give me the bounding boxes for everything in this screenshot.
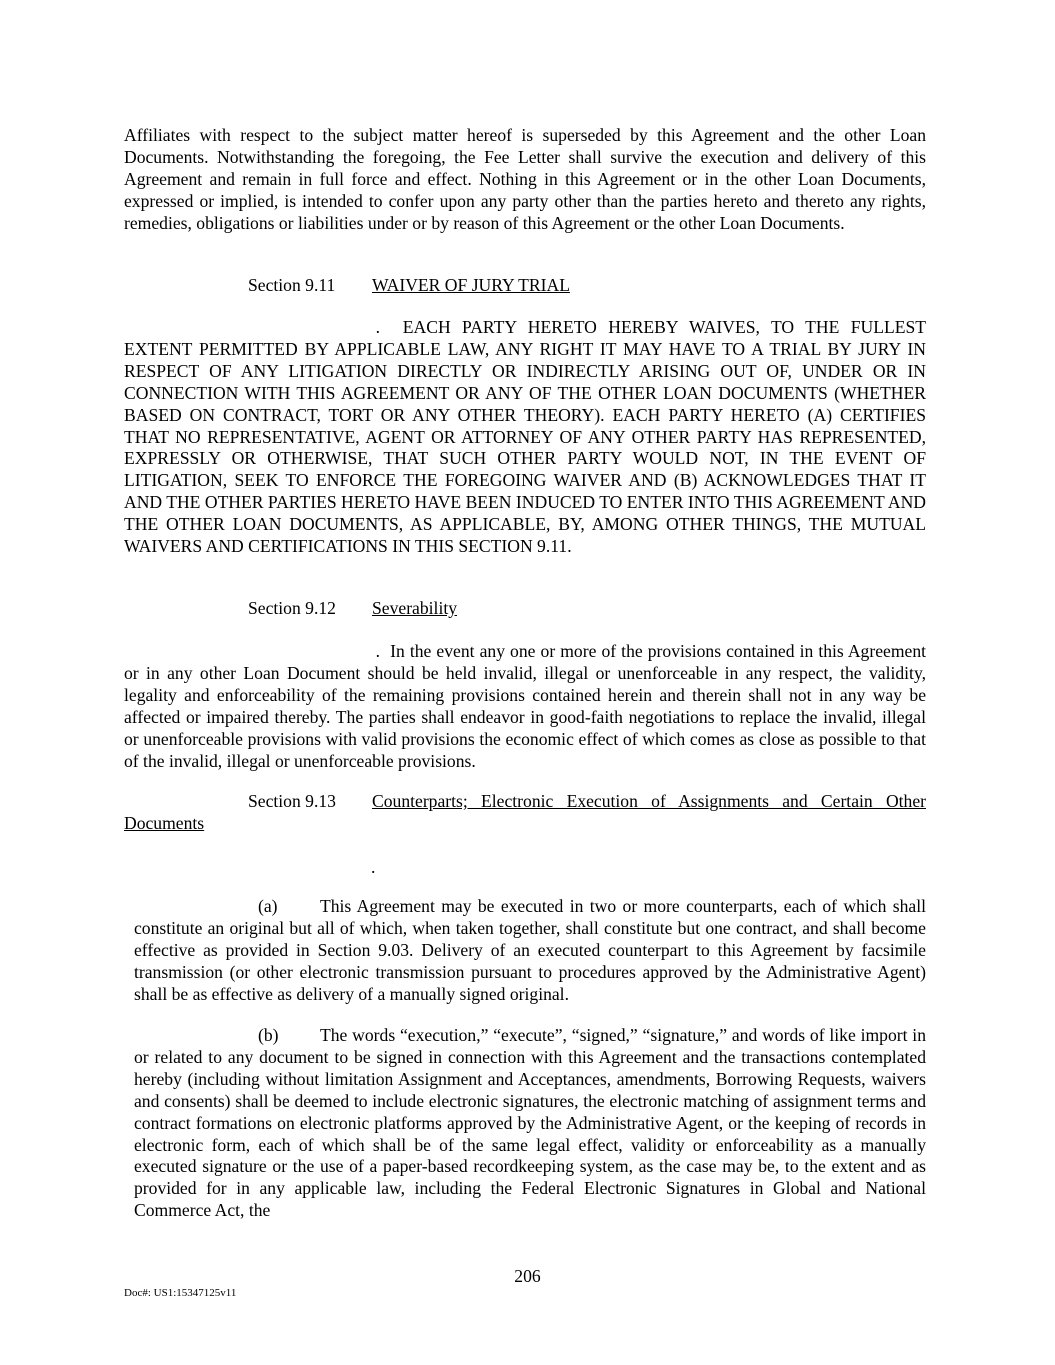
section-9-12-period: . <box>375 641 380 661</box>
section-9-13-a <box>134 896 926 1006</box>
doc-id: Doc#: US1:15347125v11 <box>124 1287 237 1299</box>
section-9-11-text: EACH PARTY HERETO HEREBY WAIVES, TO THE FULLEST EXTENT PERMITTED BY APPLICABLE LAW, ANY RIGHT IT MAY HAVE TO A TRIAL BY JURY IN RESPECT OF ANY LITIGATION DIRECTLY OR INDIRECTLY ARISING OUT OF, UNDER OR IN CONNECTION WITH THIS AGREEMENT OR ANY OF THE OTHER LOAN DOCUMENTS (WHETHER BASED ON CONTRACT, TORT OR ANY OTHER THEORY). EACH PARTY HERETO (A) CERTIFIES THAT NO REPRESENTATIVE, AGENT OR ATTORNEY OF ANY OTHER PARTY HAS REPRESENTED, EXPRESSLY OR OTHERWISE, THAT SUCH OTHER PARTY WOULD NOT, IN THE EVENT OF LITIGATION, SEEK TO ENFORCE THE FOREGOING WAIVER AND (B) ACKNOWLEDGES THAT IT AND THE OTHER PARTIES HERETO HAVE BEEN INDUCED TO ENTER INTO THIS AGREEMENT AND THE OTHER LOAN DOCUMENTS, AS APPLICABLE, BY, AMONG OTHER THINGS, THE MUTUAL WAIVERS AND CERTIFICATIONS IN THIS SECTION 9.11. <box>124 317 927 557</box>
clause-a-label: (a) <box>258 896 278 916</box>
clause-b-text: The words “execution,” “execute”, “signed,” “signature,” and words of like import in or related to any document to be signed in connection with this Agreement and the transactions contemplated hereby (including without limitation Assignment and Acceptances, amendments, Borrowing Requests, waivers and consents) shall be deemed to include electronic signatures, the electronic matching of assignment terms and contract formations on electronic platforms approved by the Administrative Agent, or the keeping of records in electronic form, each of which shall be of the same legal effect, validity or enforceability as a manually executed signature or the use of a paper-based recordkeeping system, as the case may be, to the extent and as provided for in any applicable law, including the Federal Electronic Signatures in Global and National Commerce Act, the <box>134 1025 926 1221</box>
clause-b-label: (b) <box>258 1025 279 1045</box>
page-number: 206 <box>514 1266 541 1286</box>
section-9-12-number: Section 9.12 <box>248 598 336 618</box>
clause-a-text: This Agreement may be executed in two or more counterparts, each of which shall constitute an original but all of which, when taken together, shall constitute but one contract, and shall become effective as provided in Section 9.03. Delivery of an executed counterpart to this Agreement by facsimile transmission (or other electronic transmission pursuant to procedures approved by the Administrative Agent) shall be as effective as delivery of a manually signed original. <box>134 896 926 1004</box>
section-9-13-b <box>134 1025 926 1222</box>
section-9-13-title: Counterparts; Electronic Execution of Assignments and Certain Other Documents <box>124 791 926 833</box>
section-9-11-heading <box>248 275 570 297</box>
section-9-13-period: . <box>371 857 376 877</box>
section-9-12-text: In the event any one or more of the provisions contained in this Agreement or in any other Loan Document should be held invalid, illegal or unenforceable in any respect, the validity, legality and enforceability of the remaining provisions contained herein and therein shall not in any way be affected or impaired thereby. The parties shall endeavor in good-faith negotiations to replace the invalid, illegal or unenforceable provisions with valid provisions the economic effect of which comes as close as possible to that of the invalid, illegal or unenforceable provisions. <box>124 641 927 771</box>
section-9-11-body <box>124 317 926 558</box>
section-9-11-number: Section 9.11 <box>248 275 336 295</box>
section-9-12-title: Severability <box>372 598 458 618</box>
section-9-13-heading <box>124 791 926 835</box>
section-9-11-period: . <box>375 317 380 337</box>
intro-paragraph: Affiliates with respect to the subject matter hereof is superseded by this Agreement and the other Loan Documents. Notwithstanding the foregoing, the Fee Letter shall survive the execution and delivery of this Agreement and remain in full force and effect. Nothing in this Agreement or in the other Loan Documents, expressed or implied, is intended to confer upon any party other than the parties hereto and thereto any rights, remedies, obligations or liabilities under or by reason of this Agreement or the other Loan Documents. <box>124 125 926 233</box>
section-9-12-body <box>124 641 926 772</box>
section-9-12-heading <box>248 598 457 620</box>
section-9-11-title: WAIVER OF JURY TRIAL <box>372 275 570 295</box>
section-9-13-number: Section 9.13 <box>248 791 336 811</box>
